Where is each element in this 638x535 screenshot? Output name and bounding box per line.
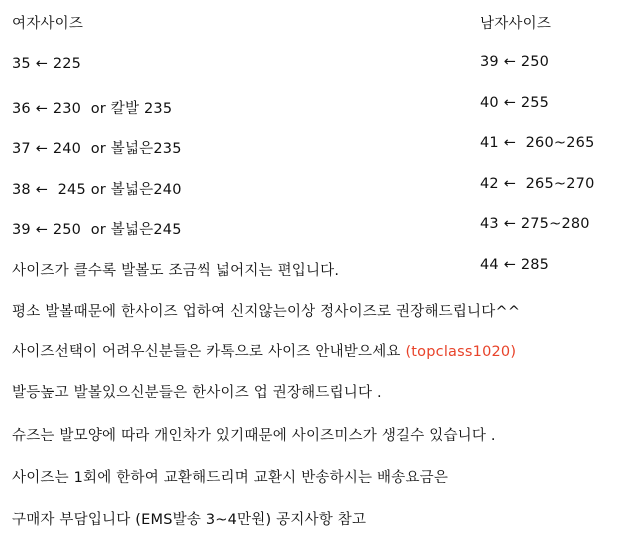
womens-size-row: 38 ← 245 or 볼넓은240 <box>12 182 182 198</box>
womens-size-row: 35 ← 225 <box>12 56 82 72</box>
note-line: 구매자 부담입니다 (EMS발송 3~4만원) 공지사항 참고 <box>12 512 367 528</box>
mens-size-row: 39 ← 250 <box>480 54 550 70</box>
note-line: 평소 발볼때문에 한사이즈 업하여 신지않는이상 정사이즈로 권장해드립니다^^ <box>12 304 521 320</box>
note-line: 사이즈는 1회에 한하여 교환해드리며 교환시 반송하시는 배송요금은 <box>12 470 449 486</box>
mens-size-row: 42 ← 265~270 <box>480 176 595 192</box>
mens-size-row: 44 ← 285 <box>480 257 550 273</box>
kakao-id: (topclass1020) <box>405 344 517 360</box>
kakao-note-line <box>12 340 516 361</box>
note-line: 발등높고 발볼있으신분들은 한사이즈 업 권장해드립니다 . <box>12 385 382 401</box>
womens-size-header: 여자사이즈 <box>12 16 84 32</box>
kakao-note-text: 사이즈선택이 어려우신분들은 카톡으로 사이즈 안내받으세요 <box>12 344 406 360</box>
womens-size-row: 39 ← 250 or 볼넓은245 <box>12 222 182 238</box>
womens-size-row: 36 ← 230 or 칼발 235 <box>12 101 173 117</box>
mens-size-row: 40 ← 255 <box>480 95 550 111</box>
mens-size-row: 43 ← 275~280 <box>480 216 590 232</box>
mens-size-row: 41 ← 260~265 <box>480 135 595 151</box>
note-line: 슈즈는 발모양에 따라 개인차가 있기때문에 사이즈미스가 생길수 있습니다 . <box>12 428 496 444</box>
note-line: 사이즈가 클수록 발볼도 조금씩 넓어지는 편입니다. <box>12 263 340 279</box>
mens-size-header: 남자사이즈 <box>480 16 552 32</box>
womens-size-row: 37 ← 240 or 볼넓은235 <box>12 141 182 157</box>
